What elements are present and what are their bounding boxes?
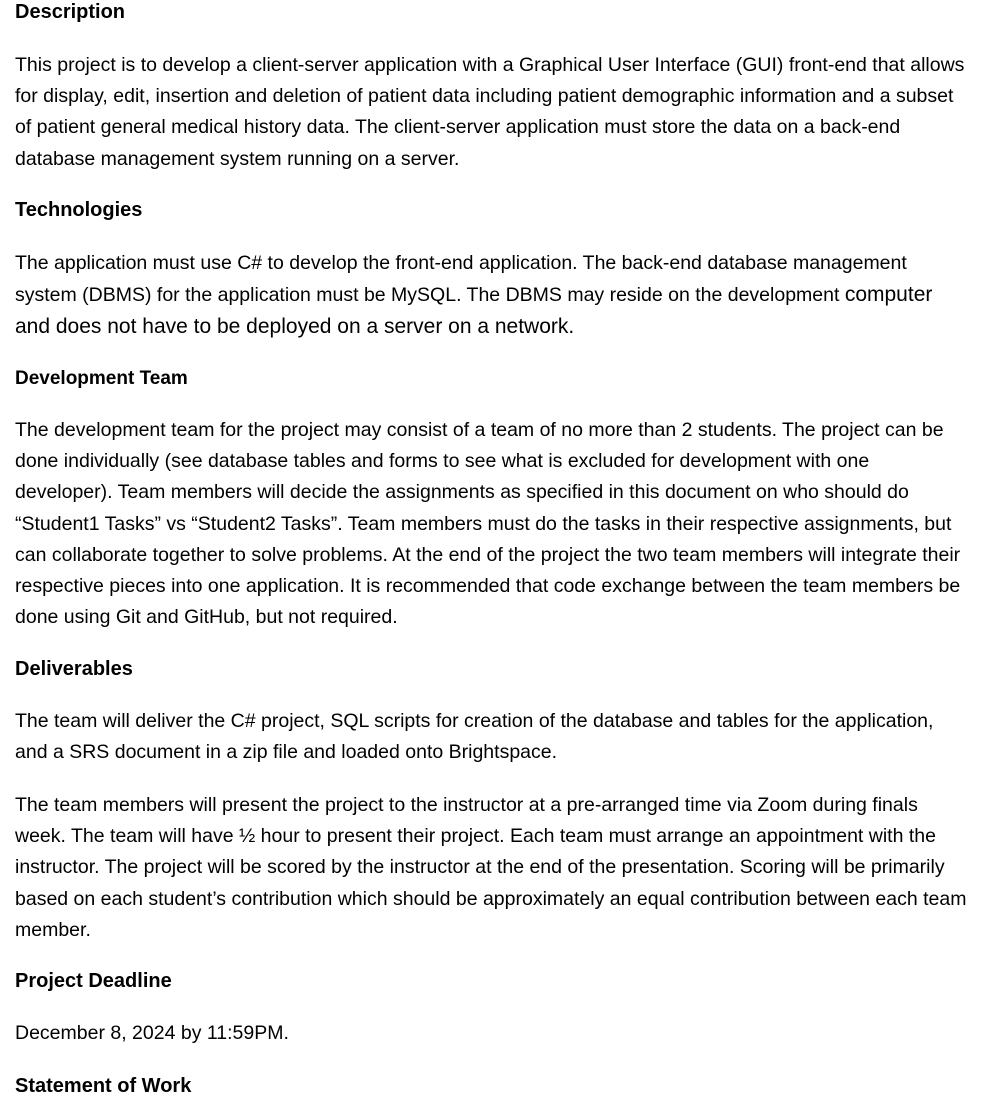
technologies-text-part2: computer and does not have to be deployed on a server on a network. [15, 283, 933, 339]
project-deadline-heading: Project Deadline [15, 970, 172, 992]
description-heading: Description [15, 1, 126, 23]
technologies-text-part1: The application must use C# to develop the front-end application. The back-end database management system (DBMS) for the application must be MySQL. The DBMS may reside on the development [15, 252, 907, 307]
statement-of-work-heading: Statement of Work [15, 1075, 192, 1097]
project-deadline-date: December 8, 2024 by 11:59PM. [15, 1022, 289, 1044]
description-paragraph: This project is to develop a client-server application with a Graphical User Interface (GUI) front-end that allows for display, edit, insertion and deletion of patient data including patient demographic information and a subset of patient general medical history data. The client-server application must store the data on a back-end database management system running on a server. [15, 54, 965, 170]
development-team-paragraph: The development team for the project may consist of a team of no more than 2 students. The project can be done individually (see database tables and forms to see what is excluded for development with one developer). Team members will decide the assignments as specified in this document on who should do “Student1 Tasks” vs “Student2 Tasks”. Team members must do the tasks in their respective assignments, but can collaborate together to solve problems. At the end of the project the two team members will integrate their respective pieces into one application. It is recommended that code exchange between the team members be done using Git and GitHub, but not required. [15, 419, 961, 629]
deliverables-paragraph-1: The team will deliver the C# project, SQL scripts for creation of the database and tables for the application, and a SRS document in a zip file and loaded onto Brightspace. [15, 710, 934, 764]
development-team-heading: Development Team [15, 368, 188, 389]
deliverables-paragraph-2: The team members will present the project to the instructor at a pre-arranged time via Zoom during finals week. The team will have ½ hour to present their project. Each team must arrange an appointment with the instructor. The project will be scored by the instructor at the end of the presentation. Scoring will be primarily based on each student’s contribution which should be approximately an equal contribution between each team member. [15, 794, 967, 941]
technologies-heading: Technologies [15, 199, 143, 221]
technologies-paragraph [15, 248, 970, 344]
deliverables-heading: Deliverables [15, 658, 133, 680]
